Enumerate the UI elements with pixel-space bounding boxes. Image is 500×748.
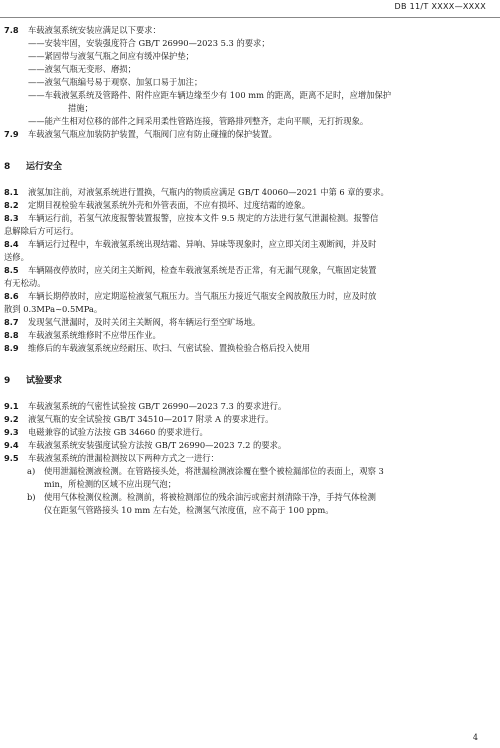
clause-text-continuation: 有无松动。 (4, 278, 46, 288)
clause-number: 8.3 (4, 213, 19, 223)
document-body (0, 24, 500, 517)
header-rule (0, 17, 500, 18)
section-number: 9 (4, 376, 11, 386)
clause-text: 车辆隔夜停放时，应关闭主关断阀，检查车载液氢系统是否正常，有无漏气现象，气瓶固定装置 (28, 265, 377, 275)
list-item: ——安装牢固，安装强度符合 GB/T 26990—2023 5.3 的要求； (28, 38, 270, 48)
sub-item-continuation: 仪在距氢气管路接头 10 mm 左右处，检测氢气浓度值，应不高于 100 ppm。 (44, 505, 334, 515)
clause-text: 车辆运行过程中，车载液氢系统出现结霜、异响、异味等现象时，应立即关闭主观断阀，并及时 (28, 239, 377, 249)
list-item: ——紧固带与液氢气瓶之间应有缓冲保护垫； (28, 51, 194, 61)
clause-number: 8.6 (4, 291, 19, 301)
sub-item-label: a) (27, 466, 36, 476)
clause-number: 8.2 (4, 200, 19, 210)
sub-item-text: 使用气体检测仪检测。检测前，将被检测部位的残余油污或密封剂清除干净，手持气体检测 (44, 492, 376, 502)
sub-item-label: b) (27, 492, 36, 502)
section-heading (4, 375, 500, 388)
sub-item-text: 使用泄漏检测液检测。在管路接头处，将泄漏检测液涂覆在整个被检漏部位的表面上，观察 3 (44, 466, 384, 476)
clause-number: 8.7 (4, 317, 19, 327)
clause-text: 发现氢气泄漏时，及时关闭主关断阀，将车辆运行至空旷场地。 (28, 317, 261, 327)
clause-text: 定期目视检验车载液氢系统外壳和外管表面，不应有损坏、过度结霜的迹象。 (28, 200, 311, 210)
page-number: 4 (472, 733, 478, 742)
clause-number: 9.4 (4, 440, 19, 450)
sub-item-a (0, 465, 500, 478)
clause-text: 液氢气瓶的安全试验按 GB/T 34510—2017 附录 A 的要求进行。 (28, 414, 274, 424)
clause-number: 8.5 (4, 265, 19, 275)
section-title: 运行安全 (26, 162, 63, 172)
clause-text: 车载液氢系统安装强度试验方法按 GB/T 26990—2023 7.2 的要求。 (28, 440, 287, 450)
list-item: ——能产生相对位移的部件之间采用柔性管路连接，管路排列整齐，走向平顺，无打折现象。 (28, 116, 369, 126)
clause-number: 7.8 (4, 25, 19, 35)
clause-text: 车载液氢气瓶应加装防护装置，气瓶阀门应有防止碰撞的保护装置。 (28, 129, 277, 139)
clause-text: 液氢加注前，对液氢系统进行置换，气瓶内的物质应满足 GB/T 40060—2021 中第 6 章的要求。 (28, 187, 389, 197)
clause-number: 8.8 (4, 330, 19, 340)
clause-7-9 (0, 128, 500, 141)
section-title: 试验要求 (26, 376, 63, 386)
sub-item-b (0, 491, 500, 504)
document-code-header: DB 11/T XXXX—XXXX (394, 2, 486, 11)
clause-text: 车载液氢系统的气密性试验按 GB/T 26990—2023 7.3 的要求进行。 (28, 401, 287, 411)
clause-number: 9.2 (4, 414, 19, 424)
section-heading (4, 161, 500, 174)
clause-text-continuation: 送修。 (4, 252, 29, 262)
clause-number: 7.9 (4, 129, 19, 139)
clause-number: 8.4 (4, 239, 19, 249)
clause-text: 车载液氢系统维修时不应带压作业。 (28, 330, 161, 340)
clause-number: 8.1 (4, 187, 19, 197)
clause-number: 9.5 (4, 453, 19, 463)
clause-number: 8.9 (4, 343, 19, 353)
clause-text-continuation: 散到 0.3MPa~0.5MPa。 (4, 304, 103, 314)
clause-text: 车辆运行前，若氢气浓度报警装置报警，应按本文件 9.5 规定的方法进行氢气泄漏检测。报警信 (28, 213, 379, 223)
clause-number: 9.3 (4, 427, 19, 437)
clause-number: 9.1 (4, 401, 19, 411)
clause-7-8 (0, 24, 500, 37)
clause-text: 维修后的车载液氢系统应经耐压、吹扫、气密试验、置换检验合格后投入使用 (28, 343, 311, 353)
clause-text: 车载液氢系统的泄漏检测按以下两种方式之一进行： (28, 453, 219, 463)
clause-text: 车载液氢系统安装应满足以下要求： (28, 25, 161, 35)
list-item: ——液氢气瓶无变形、磨损； (28, 64, 136, 74)
clause-text: 电磁兼容的试验方法按 GB 34660 的要求进行。 (28, 427, 208, 437)
clause-text-continuation: 息解除后方可运行。 (4, 226, 79, 236)
section-number: 8 (4, 162, 11, 172)
sub-item-continuation: min，所检测的区域不应出现气泡； (44, 479, 177, 489)
clause-text: 车辆长期停放时，应定期巡检液氢气瓶压力。当气瓶压力接近气瓶安全阀放散压力时，应及时放 (28, 291, 377, 301)
list-item: ——液氢气瓶编号易于观察、加氢口易于加注； (28, 77, 203, 87)
list-item-continuation: 措施； (68, 103, 93, 113)
list-item: ——车载液氢系统及管路件、附件应距车辆边缘至少有 100 mm 的距离，距离不足时，应增加保护 (28, 90, 392, 100)
